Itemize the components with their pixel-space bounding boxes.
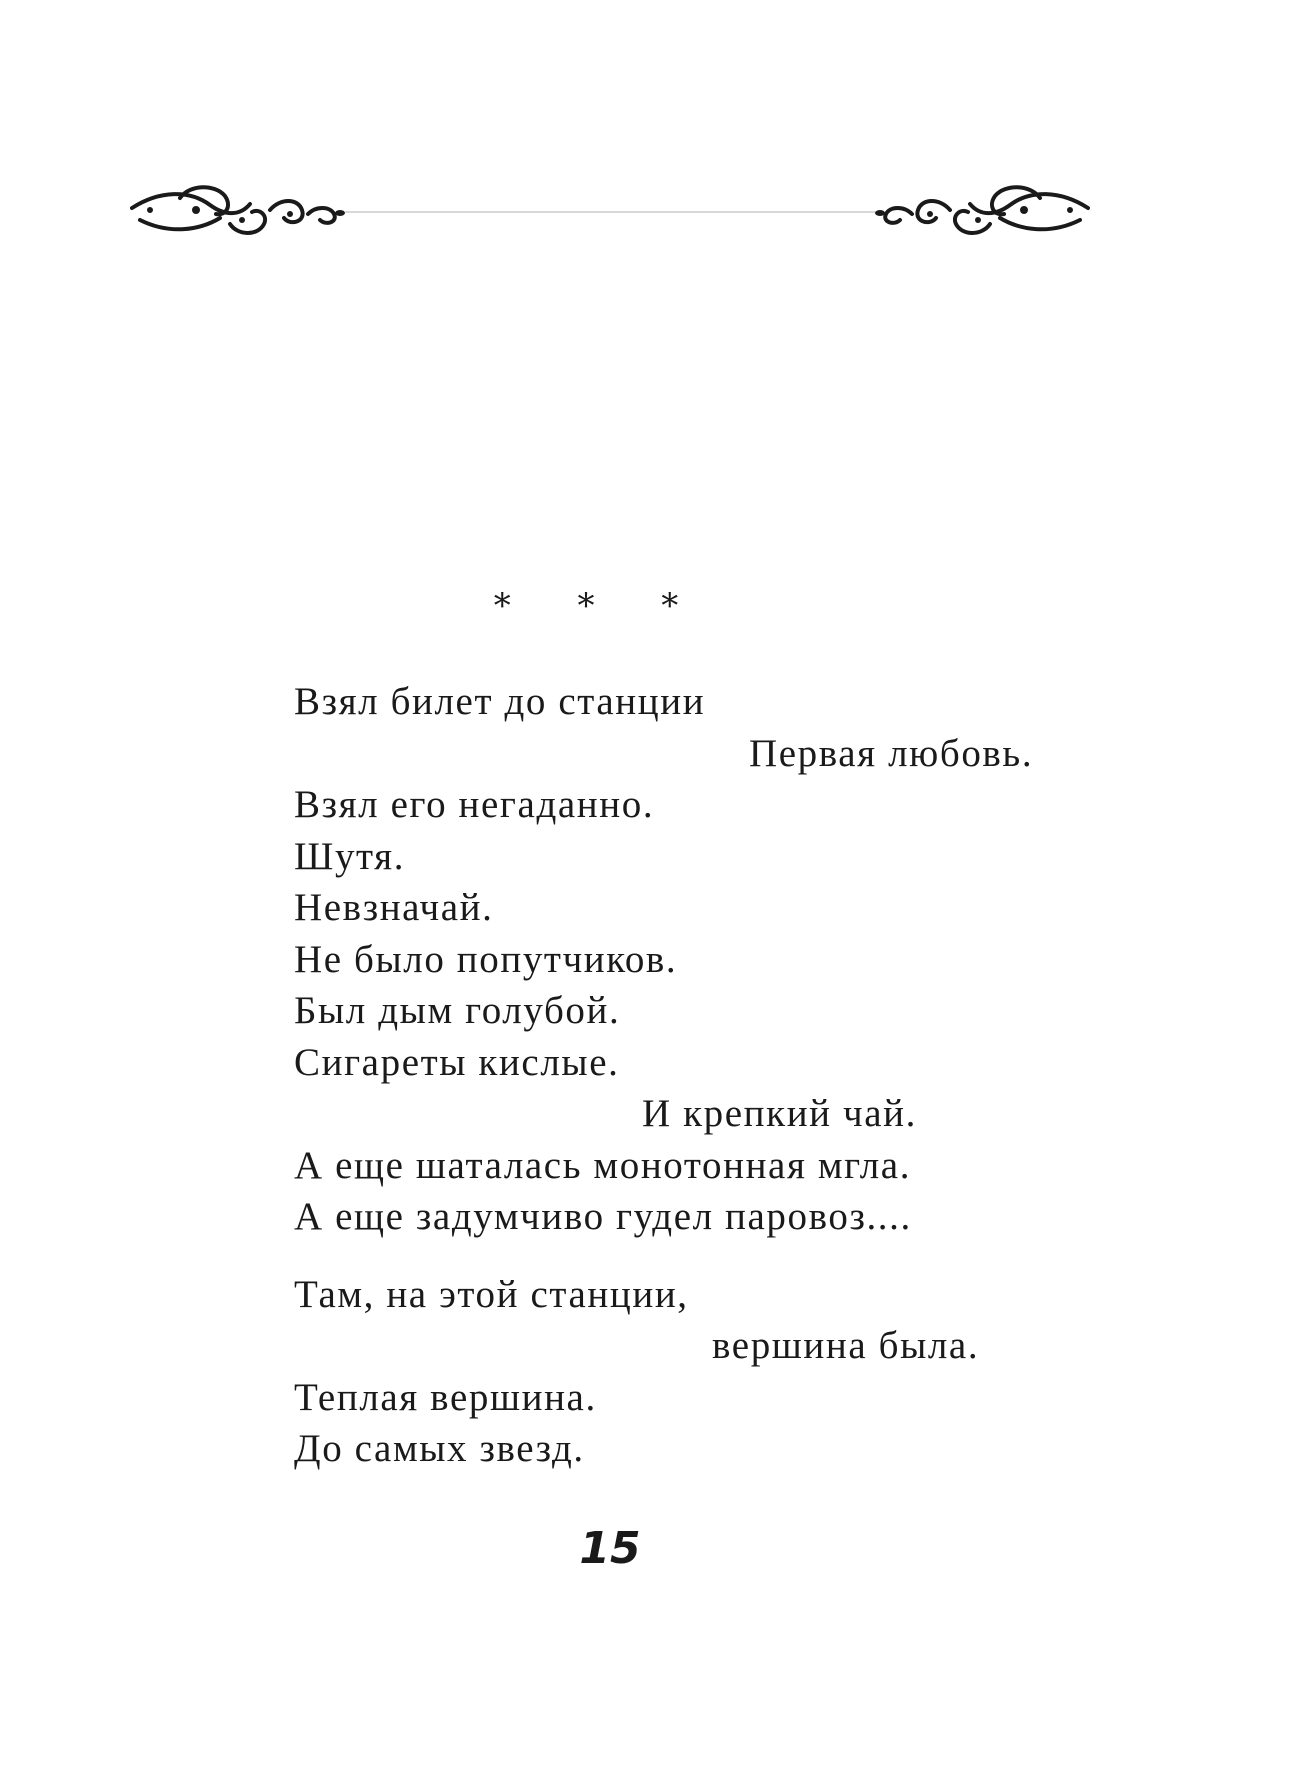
poem-line: Взял его негаданно. — [294, 783, 655, 826]
poem-line: Не было попутчиков. — [294, 937, 678, 981]
header-ornament — [130, 180, 1090, 250]
poem-line: Там, на этой станции, — [294, 1272, 689, 1316]
poem-body — [294, 676, 1154, 1475]
poem-line: Теплая вершина. — [294, 1375, 597, 1419]
poem-line: Невзначай. — [294, 886, 494, 929]
stanza-gap — [294, 1243, 1154, 1269]
poem-line: Шутя. — [294, 834, 406, 878]
poem-line: И крепкий чай. — [642, 1092, 917, 1135]
poem-line: Взял билет до станции — [294, 680, 706, 723]
poem-line: А еще шаталась монотонная мгла. — [294, 1143, 912, 1187]
poem-line: Первая любовь. — [749, 731, 1034, 775]
poem-line: Сигареты кислые. — [294, 1040, 620, 1084]
page-number: 15 — [579, 1523, 641, 1574]
poem-line: До самых звезд. — [294, 1427, 585, 1470]
scroll-ornament-icon — [130, 180, 1090, 250]
section-mark: * * * — [493, 586, 707, 626]
poem-line: вершина была. — [712, 1324, 980, 1367]
poem-line: Был дым голубой. — [294, 989, 621, 1032]
poem-line: А еще задумчиво гудел паровоз.... — [294, 1195, 912, 1238]
